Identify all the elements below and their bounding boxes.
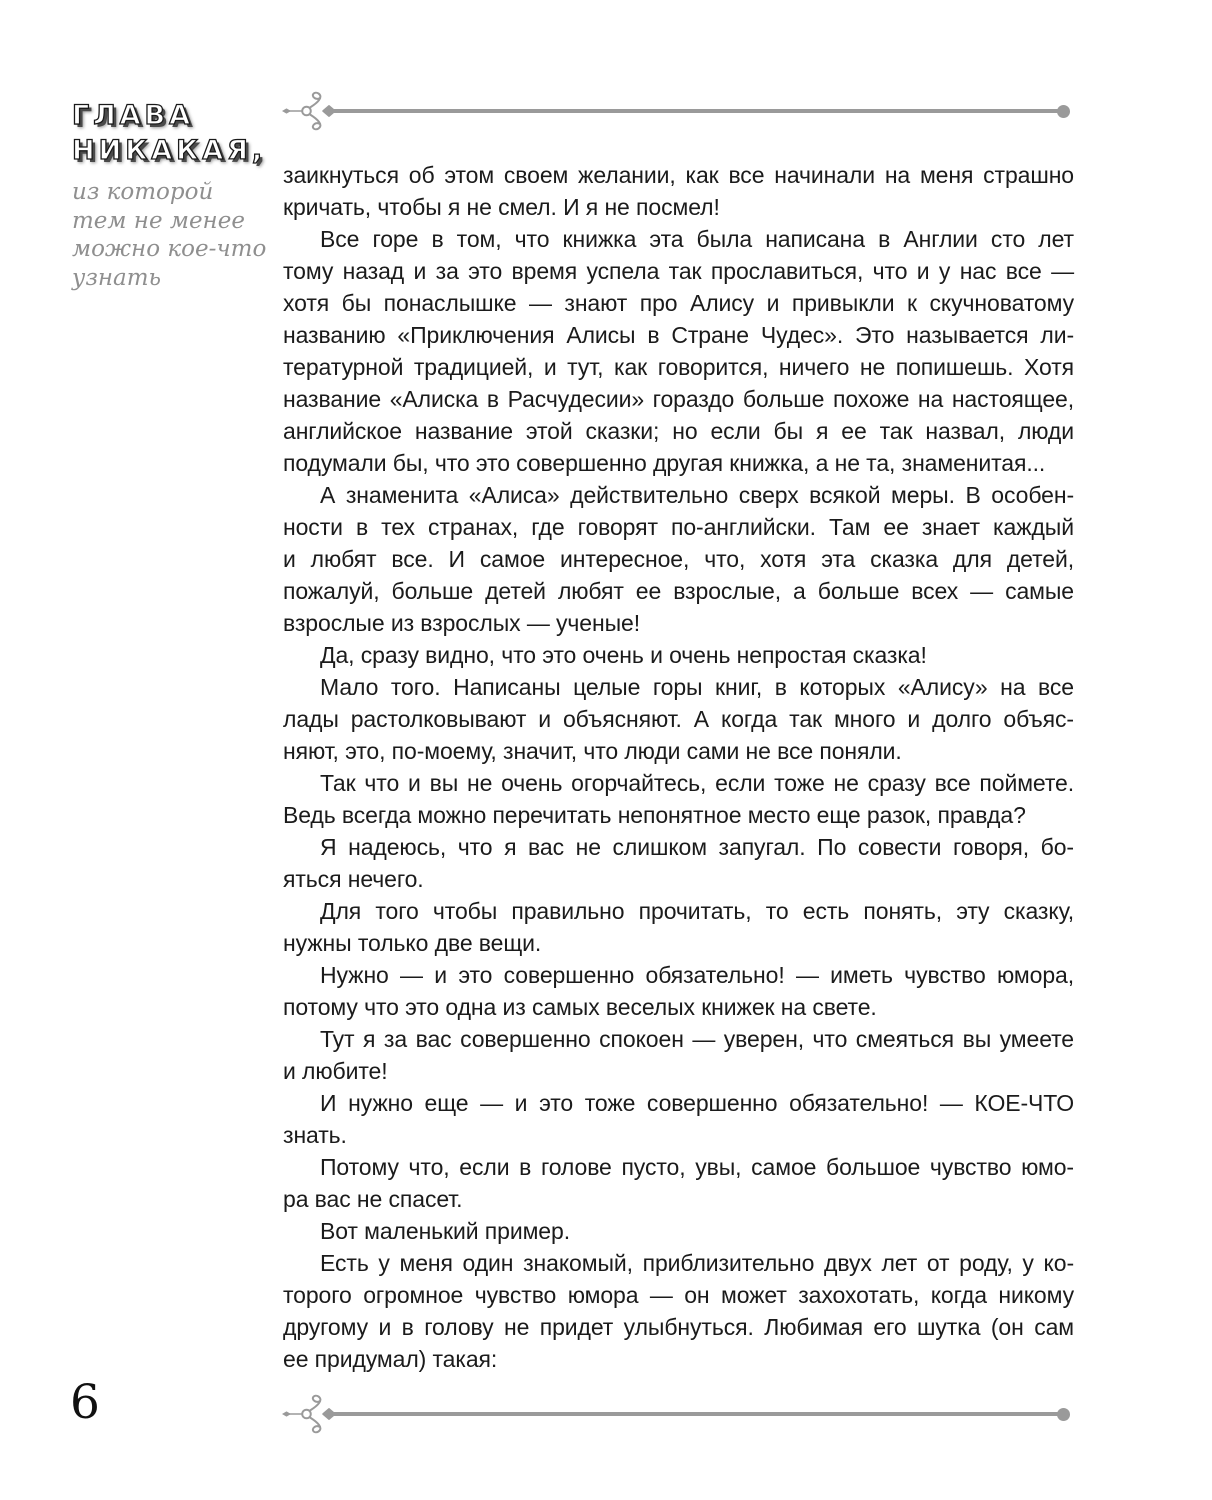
chapter-subtitle-line: тем не менее [72,207,245,234]
text-line: ра вас не спасет. [283,1186,463,1212]
text-line: название «Алиска в Расчудесии» гораздо больше похоже на настоящее, [283,386,1074,412]
text-line: лады растолковывают и объясняют. А когда так много и долго объяс- [283,706,1074,732]
text-line: хотя бы понаслышке — знают про Алису и привыкли к скучноватому [283,290,1074,316]
text-line: торого огромное чувство юмора — он может захохотать, когда никому [283,1282,1074,1308]
top-divider [281,89,1070,133]
text-line: взрослые из взрослых — ученые! [283,610,641,636]
text-line: Нужно — и это совершенно обязательно! — иметь чувство юмора, [320,962,1074,988]
chapter-title-line-2: НИКАКАЯ, [72,135,267,166]
text-line: английское название этой сказки; но если бы я ее так назвал, люди [283,418,1074,444]
text-line: ее придумал) такая: [283,1346,498,1372]
divider-end-dot [1057,1408,1070,1421]
text-line: Мало того. Написаны целые горы книг, в которых «Алису» на все [320,674,1074,700]
text-line: подумали бы, что это совершенно другая книжка, а не та, знаменитая... [283,450,1046,476]
text-line: яться нечего. [283,866,424,892]
text-line: Так что и вы не очень огорчайтесь, если тоже не сразу все поймете. [320,770,1074,796]
text-line: Есть у меня один знакомый, приблизительно двух лет от роду, у ко- [320,1250,1074,1276]
text-line: кричать, чтобы я не смел. И я не посмел! [283,194,720,220]
text-line: Потому что, если в голове пусто, увы, самое большое чувство юмо- [320,1154,1074,1180]
chapter-subtitle-line: можно кое-что [72,236,267,262]
text-line: ности в тех странах, где говорят по-английски. Там ее знает каждый [283,514,1074,540]
text-line: И нужно еще — и это тоже совершенно обязательно! — КОЕ-ЧТО знать. [283,1090,1074,1148]
text-line: тому назад и за это время успела так прославиться, что и у нас все — [283,258,1074,284]
text-line: нужны только две вещи. [283,930,542,956]
body-text [283,159,1074,1375]
text-line: пожалуй, больше детей любят ее взрослые, а больше всех — самые [283,578,1074,604]
bottom-divider [281,1392,1070,1436]
divider-end-dot [1057,105,1070,118]
text-line: Ведь всегда можно перечитать непонятное место еще разок, правда? [283,802,1026,828]
divider-rule [333,109,1061,113]
text-line: потому что это одна из самых веселых книжек на свете. [283,994,877,1020]
text-line: Все горе в том, что книжка эта была написана в Англии сто лет [320,226,1074,252]
chapter-subtitle-line: из которой [72,179,214,205]
text-line: Тут я за вас совершенно спокоен — уверен, что смеяться вы умеете [320,1026,1074,1052]
text-line: Вот маленький пример. [320,1218,570,1244]
chapter-subtitle [72,178,272,292]
text-line: Я надеюсь, что я вас не слишком запугал. По совести говоря, бо- [320,834,1074,860]
text-line: другому и в голову не придет улыбнуться. Любимая его шутка (он сам [283,1314,1074,1340]
text-line: и любите! [283,1058,388,1084]
text-line: А знаменита «Алиса» действительно сверх всякой меры. В особен- [320,482,1074,508]
text-line: названию «Приключения Алисы в Стране Чудес». Это называется ли- [283,322,1074,348]
text-line: тературной традицией, и тут, как говорится, ничего не попишешь. Хотя [283,354,1074,380]
page-number: 6 [70,1375,100,1430]
text-line: и любят все. И самое интересное, что, хотя эта сказка для детей, [283,546,1074,572]
text-line: Для того чтобы правильно прочитать, то есть понять, эту сказку, [320,898,1074,924]
text-line: заикнуться об этом своем желании, как все начинали на меня страшно [283,162,1074,188]
divider-rule [333,1412,1061,1416]
chapter-subtitle-line: узнать [72,264,162,291]
chapter-heading [72,98,272,292]
text-line: Да, сразу видно, что это очень и очень непростая сказка! [320,642,927,668]
chapter-title-line-1: ГЛАВА [72,100,195,131]
text-line: няют, это, по-моему, значит, что люди сами не все поняли. [283,738,902,764]
